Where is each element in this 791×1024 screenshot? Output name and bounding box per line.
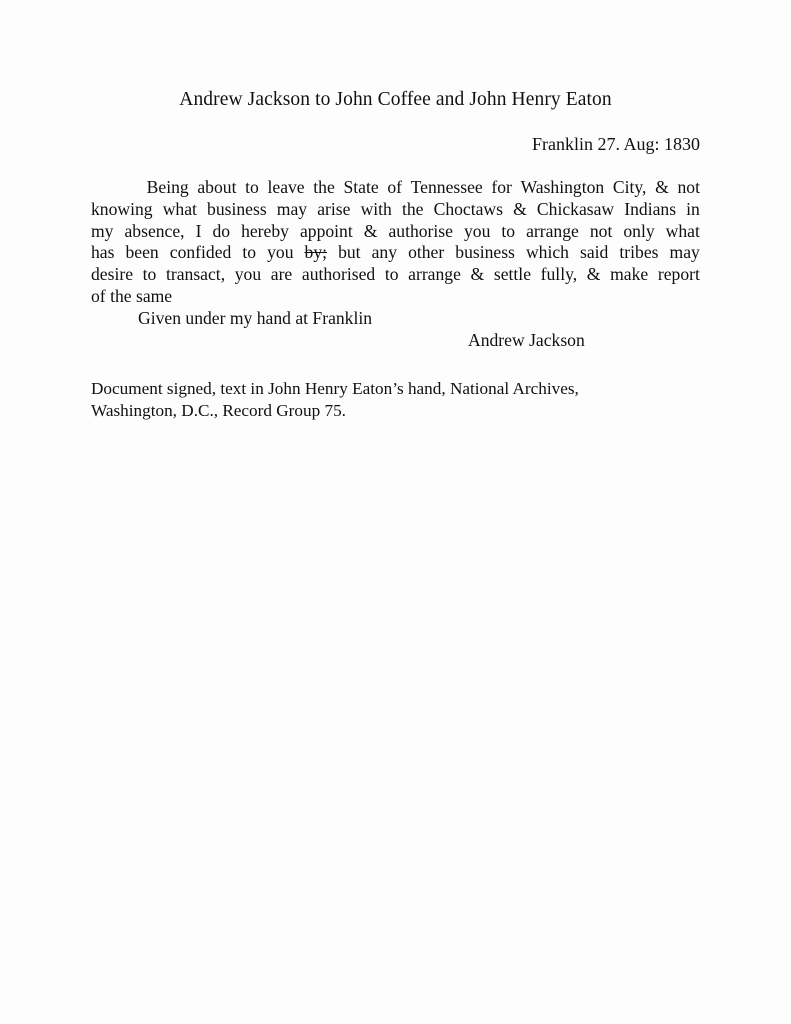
word: arrange [526, 220, 579, 241]
signature: Andrew Jackson [468, 329, 585, 350]
word: my [91, 220, 114, 241]
struck-through-word: by; [304, 242, 328, 263]
word: any [371, 242, 398, 263]
word: I [195, 220, 202, 241]
word: not [589, 220, 613, 241]
provenance-line-1: Document signed, text in John Henry Eaton’s hand, National Archives, [91, 379, 579, 399]
provenance-line-2: Washington, D.C., Record Group 75. [91, 401, 346, 421]
word: of [387, 177, 402, 197]
word: in [686, 198, 700, 219]
word: authorise [388, 220, 453, 241]
word: appoint [299, 220, 353, 241]
word: arise [317, 198, 351, 219]
word: same [135, 285, 173, 306]
word: fully, [540, 264, 578, 285]
letter-line-2 [91, 199, 700, 221]
word: may [276, 198, 308, 219]
word: do [212, 220, 231, 241]
word: of [91, 285, 106, 306]
word: Being [146, 177, 189, 197]
word: the [401, 198, 424, 219]
letter-line-6 [91, 286, 700, 308]
word: to [384, 264, 399, 285]
word: you [267, 242, 294, 263]
word: business [455, 242, 515, 263]
word: & [586, 264, 601, 285]
word: & [470, 264, 485, 285]
letter-line-4 [91, 242, 700, 264]
word: City, [612, 177, 647, 197]
word: not [677, 177, 700, 197]
word: which [525, 242, 569, 263]
word: report [657, 264, 700, 285]
word: authorised [301, 264, 376, 285]
word: Chickasaw [536, 198, 615, 219]
word: & [655, 177, 669, 197]
letter-line-5 [91, 264, 700, 286]
word: State [343, 177, 379, 197]
word: to [501, 220, 516, 241]
word: you [463, 220, 491, 241]
word: what [665, 220, 700, 241]
word: other [408, 242, 445, 263]
word: are [270, 264, 293, 285]
word: business [207, 198, 267, 219]
word: & [363, 220, 378, 241]
letter-body-paragraph [91, 177, 700, 308]
word: knowing [91, 198, 153, 219]
word: to [142, 264, 157, 285]
word: the [110, 285, 132, 306]
word: transact, [165, 264, 226, 285]
word: you [234, 264, 262, 285]
word: what [162, 198, 197, 219]
word: only [623, 220, 655, 241]
word: Tennessee [410, 177, 483, 197]
word: leave [267, 177, 305, 197]
word: settle [493, 264, 532, 285]
word: Washington [520, 177, 605, 197]
word: has [91, 242, 115, 263]
word: confided [169, 242, 232, 263]
word: said [580, 242, 609, 263]
word: absence, [124, 220, 185, 241]
letter-line-1 [91, 177, 700, 199]
document-text-column [91, 0, 700, 422]
word: with [360, 198, 392, 219]
word: but [338, 242, 361, 263]
closing-line: Given under my hand at Franklin [138, 307, 373, 328]
word: hereby [241, 220, 289, 241]
word: desire [91, 264, 134, 285]
word: arrange [408, 264, 461, 285]
word: & [513, 198, 527, 219]
word: for [491, 177, 512, 197]
word: about [197, 177, 237, 197]
dateline: Franklin 27. Aug: 1830 [531, 134, 700, 154]
word: Choctaws [433, 198, 503, 219]
letter-line-3 [91, 221, 700, 243]
word: to [242, 242, 257, 263]
word: make [610, 264, 649, 285]
provenance-note [91, 378, 700, 422]
word: been [125, 242, 159, 263]
word: the [313, 177, 335, 197]
page-title: Andrew Jackson to John Coffee and John Henry Eaton [179, 89, 612, 110]
word: to [245, 177, 259, 197]
word: may [669, 242, 700, 263]
word: tribes [619, 242, 659, 263]
word: Indians [624, 198, 677, 219]
